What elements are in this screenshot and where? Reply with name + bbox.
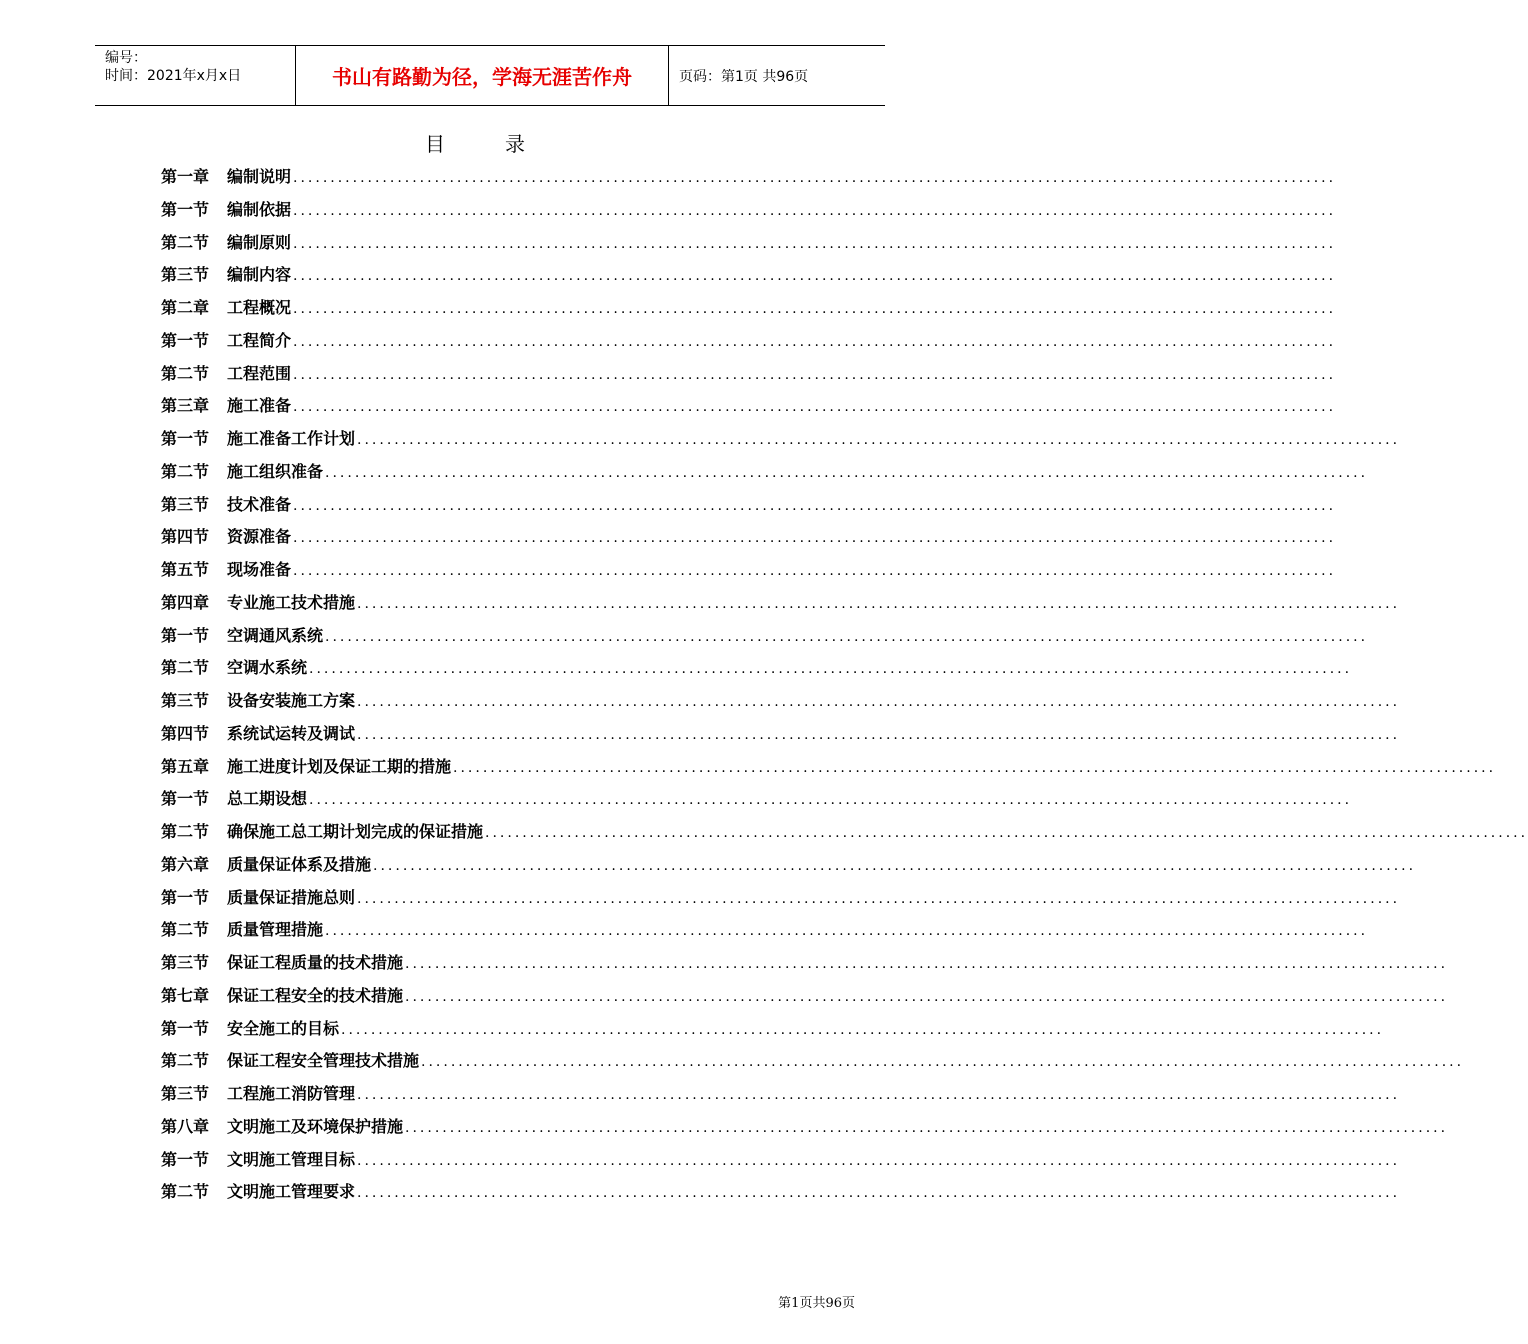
toc-title-text: 目 录 — [425, 132, 525, 156]
toc-dot-leader: ............................................................................................................................................ — [357, 694, 1401, 710]
toc-entry-title: 系统试运转及调试 — [227, 723, 356, 743]
toc-dot-leader: ............................................................................................................................................ — [293, 268, 1337, 285]
toc-entry[interactable] — [161, 983, 1449, 1016]
toc-entry-number: 第八章 — [161, 1116, 210, 1136]
toc-dot-leader: ............................................................................................................................................ — [293, 399, 1337, 416]
toc-entry[interactable] — [161, 393, 1337, 426]
toc-entry-number: 第一节 — [161, 887, 210, 907]
toc-entry-number: 第二节 — [161, 1182, 210, 1202]
toc-entry-title: 文明施工管理目标 — [227, 1149, 356, 1169]
toc-entry-number: 第三节 — [161, 953, 210, 972]
toc-entry[interactable] — [161, 328, 1337, 361]
header-page-info: 页码：第1页 共96页 — [679, 68, 809, 85]
toc-dot-leader: ............................................................................................................................................ — [357, 1087, 1401, 1103]
toc-dot-leader: ............................................................................................................................................ — [293, 530, 1337, 547]
toc-entry-title: 质量保证措施总则 — [227, 887, 356, 907]
number-label: 编号： — [105, 50, 147, 66]
toc-entry-number: 第一章 — [161, 167, 210, 186]
toc-dot-leader: ............................................................................................................................................ — [357, 726, 1401, 743]
toc-dot-leader: ............................................................................................................................................ — [293, 497, 1337, 514]
toc-entry-number: 第二节 — [161, 232, 210, 252]
toc-dot-leader: ............................................................................................................................................ — [325, 464, 1369, 481]
toc-entry[interactable] — [161, 197, 1337, 230]
toc-dot-leader: ............................................................................................................................................ — [309, 661, 1353, 678]
toc-entry-title: 专业施工技术措施 — [227, 592, 356, 612]
toc-entry-number: 第一节 — [161, 1149, 210, 1169]
toc-entry-number: 第一节 — [161, 789, 210, 809]
toc-dot-leader: ............................................................................................................................................ — [485, 825, 1528, 841]
toc-entry[interactable] — [161, 492, 1337, 525]
toc-entry-title: 确保施工总工期计划完成的保证措施 — [227, 822, 484, 841]
toc-entry[interactable] — [161, 361, 1337, 394]
toc-entry-number: 第五章 — [161, 756, 210, 776]
toc-entry[interactable] — [161, 655, 1353, 688]
toc-entry-number: 第四节 — [161, 527, 210, 547]
toc-dot-leader: ............................................................................................................................................ — [357, 890, 1401, 907]
toc-entry-number: 第七章 — [161, 985, 210, 1005]
toc-entry[interactable] — [161, 1016, 1385, 1049]
toc-entry-title: 质量保证体系及措施 — [227, 854, 372, 874]
toc-entry[interactable] — [161, 819, 1528, 852]
toc-dot-leader: ............................................................................................................................................ — [293, 235, 1337, 252]
toc-dot-leader: ............................................................................................................................................ — [405, 956, 1449, 972]
toc-dot-leader: ............................................................................................................................................ — [293, 202, 1337, 219]
toc-entry[interactable] — [161, 852, 1417, 885]
toc-dot-leader: ............................................................................................................................................ — [405, 1119, 1449, 1136]
toc-entry[interactable] — [161, 917, 1369, 950]
toc-entry[interactable] — [161, 524, 1337, 557]
toc-entry-title: 编制原则 — [227, 232, 292, 252]
toc-entry[interactable] — [161, 721, 1401, 754]
toc-entry[interactable] — [161, 950, 1449, 983]
toc-dot-leader: ............................................................................................................................................ — [293, 170, 1337, 186]
toc-entry-number: 第三章 — [161, 396, 210, 416]
toc-entry-number: 第二节 — [161, 658, 210, 678]
toc-entry[interactable] — [161, 459, 1369, 492]
toc-title — [0, 128, 950, 157]
toc-entry-number: 第一节 — [161, 625, 210, 645]
toc-entry-number: 第六章 — [161, 854, 210, 874]
toc-entry-title: 安全施工的目标 — [227, 1018, 340, 1038]
toc-entry-number: 第一节 — [161, 199, 210, 219]
toc-entry-title: 施工准备工作计划 — [227, 429, 356, 448]
toc-dot-leader: ............................................................................................................................................ — [341, 1021, 1385, 1038]
toc-entry[interactable] — [161, 262, 1337, 295]
toc-entry-title: 总工期设想 — [227, 789, 308, 809]
toc-entry-title: 编制说明 — [227, 167, 292, 186]
toc-entry-number: 第四章 — [161, 592, 210, 612]
toc-dot-leader: ............................................................................................................................................ — [309, 792, 1353, 809]
toc-entry[interactable] — [161, 1114, 1449, 1147]
toc-dot-leader: ............................................................................................................................................ — [325, 628, 1369, 645]
toc-dot-leader: ............................................................................................................................................ — [357, 595, 1401, 612]
toc-dot-leader: ............................................................................................................................................ — [293, 366, 1337, 383]
toc-entry-number: 第三节 — [161, 494, 210, 514]
toc-entry-number: 第二节 — [161, 822, 210, 841]
toc-dot-leader: ............................................................................................................................................ — [357, 432, 1401, 448]
toc-dot-leader: ............................................................................................................................................ — [293, 563, 1337, 579]
toc-entry[interactable] — [161, 1179, 1401, 1212]
toc-entry-title: 施工进度计划及保证工期的措施 — [227, 756, 452, 776]
toc-entry-title: 工程范围 — [227, 363, 292, 383]
toc-entry[interactable] — [161, 688, 1401, 721]
toc-entry-title: 编制内容 — [227, 265, 292, 285]
toc-entry-number: 第二节 — [161, 1051, 210, 1071]
toc-dot-leader: ............................................................................................................................................ — [293, 301, 1337, 317]
toc-entry[interactable] — [161, 885, 1401, 918]
toc-dot-leader: ............................................................................................................................................ — [373, 857, 1417, 874]
toc-dot-leader: ............................................................................................................................................ — [453, 759, 1497, 776]
toc-entry[interactable] — [161, 754, 1497, 787]
toc-entry-number: 第二章 — [161, 298, 210, 317]
toc-entry[interactable] — [161, 1081, 1401, 1114]
toc-entry-title: 工程简介 — [227, 330, 292, 350]
toc-entry-number: 第三节 — [161, 265, 210, 285]
toc-entry-title: 编制依据 — [227, 199, 292, 219]
toc-dot-leader: ............................................................................................................................................ — [325, 923, 1369, 940]
toc-entry-title: 空调水系统 — [227, 658, 308, 678]
toc-entry[interactable] — [161, 623, 1369, 656]
toc-entry[interactable] — [161, 426, 1401, 459]
toc-entry-number: 第二节 — [161, 920, 210, 940]
toc-entry-title: 质量管理措施 — [227, 920, 324, 940]
toc-entry-title: 施工准备 — [227, 396, 292, 416]
toc-entry-title: 文明施工及环境保护措施 — [227, 1116, 404, 1136]
table-of-contents — [161, 164, 1528, 1212]
page-footer: 第1页共96页 — [778, 1296, 855, 1311]
toc-entry[interactable] — [161, 557, 1337, 590]
toc-entry-number: 第三节 — [161, 1084, 210, 1103]
header-motto: 书山有路勤为径，学海无涯苦作舟 — [296, 46, 669, 105]
toc-entry-number: 第五节 — [161, 560, 210, 579]
toc-entry[interactable] — [161, 786, 1353, 819]
toc-entry-number: 第四节 — [161, 723, 210, 743]
toc-entry-title: 现场准备 — [227, 560, 292, 579]
toc-entry-title: 保证工程安全管理技术措施 — [227, 1051, 420, 1071]
toc-entry[interactable] — [161, 1147, 1401, 1180]
toc-entry-title: 空调通风系统 — [227, 625, 324, 645]
toc-entry-number: 第一节 — [161, 330, 210, 350]
toc-entry-number: 第二节 — [161, 363, 210, 383]
toc-entry-title: 工程施工消防管理 — [227, 1084, 356, 1103]
toc-entry[interactable] — [161, 164, 1337, 197]
toc-entry[interactable] — [161, 590, 1401, 623]
toc-entry-number: 第一节 — [161, 429, 210, 448]
toc-entry[interactable] — [161, 295, 1337, 328]
toc-entry-title: 技术准备 — [227, 494, 292, 514]
toc-entry[interactable] — [161, 1048, 1465, 1081]
toc-entry-number: 第三节 — [161, 691, 210, 710]
time-label: 时间：2021年x月x日 — [105, 68, 242, 84]
toc-dot-leader: ............................................................................................................................................ — [357, 1185, 1401, 1202]
toc-entry-number: 第二节 — [161, 461, 210, 481]
toc-entry-title: 施工组织准备 — [227, 461, 324, 481]
toc-entry[interactable] — [161, 230, 1337, 263]
toc-dot-leader: ............................................................................................................................................ — [421, 1054, 1465, 1071]
toc-dot-leader: ............................................................................................................................................ — [357, 1152, 1401, 1169]
toc-entry-title: 保证工程质量的技术措施 — [227, 953, 404, 972]
toc-entry-title: 工程概况 — [227, 298, 292, 317]
toc-entry-number: 第一节 — [161, 1018, 210, 1038]
toc-entry-title: 设备安装施工方案 — [227, 691, 356, 710]
toc-entry-title: 文明施工管理要求 — [227, 1182, 356, 1202]
toc-dot-leader: ............................................................................................................................................ — [293, 333, 1337, 350]
toc-entry-title: 保证工程安全的技术措施 — [227, 985, 404, 1005]
toc-entry-title: 资源准备 — [227, 527, 292, 547]
toc-dot-leader: ............................................................................................................................................ — [405, 988, 1449, 1005]
header-meta — [95, 46, 296, 105]
page-header — [95, 45, 885, 106]
